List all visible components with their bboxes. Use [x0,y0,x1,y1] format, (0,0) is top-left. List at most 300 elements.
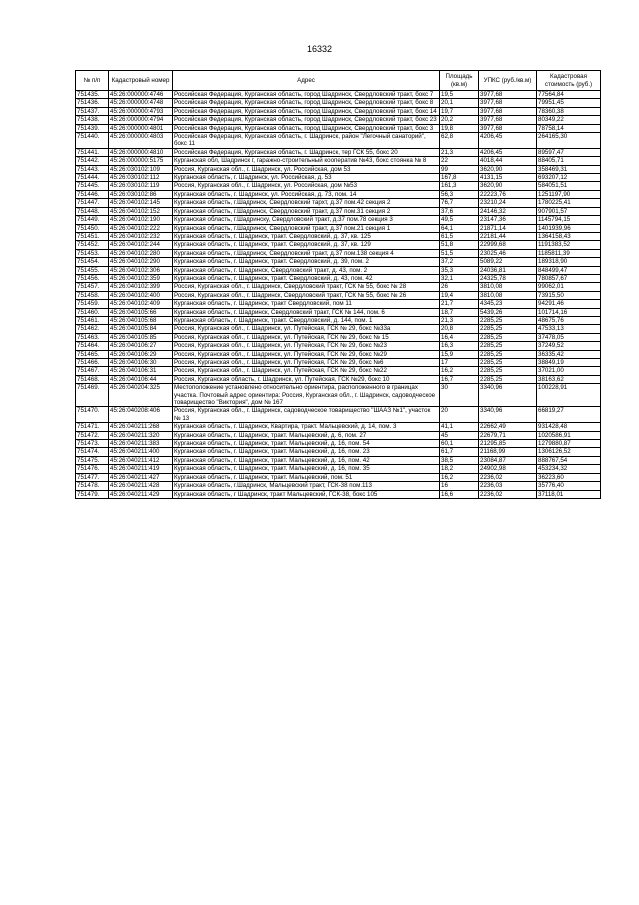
table-row [76,216,601,224]
cell-upks: 22181,44 [479,232,537,240]
cell-upks: 2285,25 [479,316,537,324]
cell-cost: 101714,16 [537,308,601,316]
cell-address: Курганская область, г.Шадринск, Свердловский тархт, д.37 пом.42 секция 2 [173,199,440,207]
cell-area: 37,6 [440,207,479,215]
cell-upks: 5439,26 [479,308,537,316]
cell-address: Россия, Курганская обл., г. Шадринск, ул. Путейская, ГСК № 29, бокс №29 [173,350,440,358]
table-row [76,283,601,291]
cell-cadastral: 45:26:040211:400 [109,448,173,456]
cell-num: 751447. [76,199,109,207]
cell-cost: 1251197,90 [537,190,601,198]
cell-upks: 3977,68 [479,99,537,107]
cell-upks: 3977,68 [479,116,537,124]
header-upks: УПКС (руб./кв.м) [479,71,537,91]
cell-num: 751463. [76,333,109,341]
cell-num: 751450. [76,224,109,232]
cell-cadastral: 45:26:000000:4746 [109,91,173,99]
cell-area: 76,7 [440,199,479,207]
cell-cost: 1145794,15 [537,216,601,224]
cell-area: 17 [440,359,479,367]
cell-area: 21,7 [440,300,479,308]
cell-num: 751464. [76,342,109,350]
cell-upks: 2285,25 [479,367,537,375]
cell-upks: 3977,68 [479,91,537,99]
cell-cadastral: 45:26:000000:4803 [109,133,173,149]
cell-num: 751456. [76,274,109,282]
cell-cost: 1020586,91 [537,431,601,439]
cell-num: 751458. [76,291,109,299]
cell-address: Курганская область, г.Шадринску, Свердловский тракт, д.37 пом.78 секция 3 [173,216,440,224]
cell-upks: 22999,68 [479,241,537,249]
cell-address: Россия, Курганская область, г. Шадринск, ул. Путейская, ГСК №29, бокс 10 [173,375,440,383]
cell-num: 751468. [76,375,109,383]
cell-num: 751454. [76,258,109,266]
cell-cost: 94291,46 [537,300,601,308]
cell-area: 21,3 [440,148,479,156]
cell-address: Россия, Курганская обл., г. Шадринск, ул. Путейская, ГСК № 29, бокс №22 [173,367,440,375]
cell-area: 18,2 [440,465,479,473]
cell-upks: 5089,22 [479,258,537,266]
cell-cost: 1185811,39 [537,249,601,257]
cell-num: 751471. [76,423,109,431]
cell-upks: 4206,45 [479,148,537,156]
cell-upks: 2285,25 [479,359,537,367]
cell-area: 20,2 [440,116,479,124]
cell-address: Курганская область, г. Шадринск, тракт. Свердловский, д. 37, кв. 125 [173,232,440,240]
cell-num: 751465. [76,350,109,358]
cell-cost: 35776,40 [537,482,601,490]
cell-num: 751439. [76,124,109,132]
cell-address: Курганская область, г. Шадринск, тракт. Мальцевский, д. 16, пом. 42 [173,456,440,464]
table-row [76,207,601,215]
cell-area: 167,8 [440,174,479,182]
cell-address: Курганская область, г. Шадринск, тракт. Мальцевский, д. 6, пом. 27 [173,431,440,439]
cell-cadastral: 45:26:040102:232 [109,232,173,240]
cell-cost: 931428,48 [537,423,601,431]
table-row [76,291,601,299]
cell-cadastral: 45:26:040102:359 [109,274,173,282]
cell-area: 19,8 [440,124,479,132]
cell-num: 751477. [76,473,109,481]
cell-cadastral: 45:26:040105:84 [109,325,173,333]
cell-area: 16,4 [440,333,479,341]
cell-area: 51,5 [440,249,479,257]
cell-upks: 4345,23 [479,300,537,308]
cell-cost: 693207,12 [537,174,601,182]
cell-cadastral: 45:26:040102:152 [109,207,173,215]
cell-num: 751449. [76,216,109,224]
cell-address: Курганская область, г. Шадринск, ул. Российская, д. 73, пом. 14 [173,190,440,198]
cell-upks: 2285,25 [479,325,537,333]
cell-cadastral: 45:26:040211:428 [109,482,173,490]
cell-num: 751442. [76,157,109,165]
cell-address: Курганская область, г.Шадринск, Мальцевский тракт, ГСК-38 пом.113 [173,482,440,490]
header-cost: Кадастровая стоимость (руб.) [537,71,601,91]
table-row [76,249,601,257]
cell-area: 19,5 [440,91,479,99]
table-row [76,316,601,324]
cell-upks: 3340,96 [479,407,537,423]
cell-cadastral: 45:26:000000:4793 [109,107,173,115]
header-cadastral: Кадастровый номер [109,71,173,91]
cell-upks: 2285,25 [479,333,537,341]
cell-area: 161,3 [440,182,479,190]
table-row [76,308,601,316]
cell-cost: 780857,67 [537,274,601,282]
cell-num: 751446. [76,190,109,198]
cell-num: 751462. [76,325,109,333]
cell-area: 37,2 [440,258,479,266]
table-row [76,148,601,156]
table-row [76,431,601,439]
cell-area: 61,7 [440,448,479,456]
table-row [76,99,601,107]
cell-upks: 2285,25 [479,342,537,350]
cell-num: 751478. [76,482,109,490]
cell-cadastral: 45:26:040211:419 [109,465,173,473]
cell-area: 16,3 [440,342,479,350]
header-area: Площадь (кв.м) [440,71,479,91]
cell-cost: 80349,22 [537,116,601,124]
cell-upks: 4131,15 [479,174,537,182]
table-row [76,440,601,448]
cell-area: 20 [440,407,479,423]
cell-upks: 24902,98 [479,465,537,473]
cell-cost: 89597,47 [537,148,601,156]
table-row [76,490,601,498]
cell-num: 751457. [76,283,109,291]
cell-num: 751470. [76,407,109,423]
table-row [76,266,601,274]
cell-area: 30 [440,384,479,407]
cell-area: 21,3 [440,316,479,324]
cell-cadastral: 45:26:000000:5175 [109,157,173,165]
cell-cost: 73915,50 [537,291,601,299]
cell-cost: 888767,54 [537,456,601,464]
cell-upks: 23210,24 [479,199,537,207]
cell-address: Курганская область, г. Шадринск, Квартира, тракт. Мальцевский, д. 14, пом. 3 [173,423,440,431]
cell-cadastral: 45:26:040102:409 [109,300,173,308]
cell-cost: 189318,90 [537,258,601,266]
cell-num: 751466. [76,359,109,367]
table-row [76,473,601,481]
cell-area: 26 [440,283,479,291]
cell-cadastral: 45:26:030102:119 [109,182,173,190]
cell-num: 751459. [76,300,109,308]
table-row [76,241,601,249]
cell-area: 45 [440,431,479,439]
cell-address: Российская Федерация, Курганская область, город Шадринск, Свердловский тракт, бокс 23 [173,116,440,124]
cell-cost: 38849,19 [537,359,601,367]
cell-upks: 2236,02 [479,490,537,498]
cell-area: 18,7 [440,308,479,316]
cell-cadastral: 45:26:040105:85 [109,333,173,341]
cell-num: 751443. [76,165,109,173]
cell-cadastral: 45:26:040208:406 [109,407,173,423]
cell-upks: 4206,45 [479,133,537,149]
cell-address: Курганская область, г. Шадринск, Свердловский тракт, д. 43, пом. 2 [173,266,440,274]
cell-num: 751474. [76,448,109,456]
cell-cadastral: 45:26:030102:112 [109,174,173,182]
cell-cost: 1401939,96 [537,224,601,232]
cell-address: Россия, Курганская обл., г. Шадринск, ул. Путейская, ГСК № 29, бокс №23 [173,342,440,350]
header-num: № п/п [76,71,109,91]
table-row [76,116,601,124]
cell-address: Российская Федерация, Курганская область, г. Шадринск, тер ГСК 55, бокс 20 [173,148,440,156]
cell-num: 751479. [76,490,109,498]
cell-num: 751451. [76,232,109,240]
table-row [76,359,601,367]
cell-upks: 3977,68 [479,124,537,132]
cell-cost: 37118,01 [537,490,601,498]
table-row [76,165,601,173]
cell-area: 64,1 [440,224,479,232]
cell-area: 60,1 [440,440,479,448]
cell-address: Местоположение установлено относительно ориентира, расположенного в границах участка. Почтовый адрес ориентира: Россия, Курганская обл., г. Шадринск, садоводческое товарищество "Виктория", дом № 167 [173,384,440,407]
cell-cost: 37249,52 [537,342,601,350]
cell-cadastral: 45:26:040211:412 [109,456,173,464]
cell-num: 751475. [76,456,109,464]
table-row [76,448,601,456]
cell-area: 16,6 [440,490,479,498]
cell-cadastral: 45:26:040102:399 [109,283,173,291]
cell-address: Курганская область, г. Шадринск, тракт. Мальцевский, д. 16, пом. 54 [173,440,440,448]
cadastral-value-table [75,70,601,499]
cell-address: Российская Федерация, Курганская область, город Шадринск, Свердловский тракт, бокс 7 [173,91,440,99]
cell-num: 751453. [76,249,109,257]
cell-num: 751444. [76,174,109,182]
cell-cost: 584051,51 [537,182,601,190]
cell-area: 19,7 [440,107,479,115]
table-row [76,325,601,333]
table-row [76,133,601,149]
cell-num: 751437. [76,107,109,115]
cell-cadastral: 45:26:040106:30 [109,359,173,367]
cell-cadastral: 45:26:040211:268 [109,423,173,431]
table-row [76,350,601,358]
cell-num: 751467. [76,367,109,375]
cell-address: Курганская область, г. Шадринск, ул. Российская, д. 53 [173,174,440,182]
cell-area: 15,9 [440,350,479,358]
cell-cadastral: 45:26:040105:66 [109,308,173,316]
table-row [76,91,601,99]
cell-cadastral: 45:26:040102:290 [109,258,173,266]
cell-num: 751448. [76,207,109,215]
cell-cadastral: 45:26:000000:4801 [109,124,173,132]
table-row [76,367,601,375]
cell-cadastral: 45:26:040102:400 [109,291,173,299]
cell-cost: 100228,91 [537,384,601,407]
cell-address: Курганская область, г.Шадринск, Свердловский тракт, д.37 пом.138 секция 4 [173,249,440,257]
cell-address: Россия, Курганская обл., г. Шадринск, ул. Российская, дом 53 [173,165,440,173]
cell-area: 16 [440,482,479,490]
table-row [76,300,601,308]
cell-upks: 24036,81 [479,266,537,274]
cell-address: Россия, Курганская обл., г. Шадринск, Свердловский тракт, ГСК № 55, бокс № 28 [173,283,440,291]
cell-area: 32,1 [440,274,479,282]
cell-address: Курганская область, г. Шадринск, тракт. Свердловский, д. 39, пом. 2 [173,258,440,266]
table-row [76,258,601,266]
cell-cadastral: 45:26:040102:280 [109,249,173,257]
cell-cadastral: 45:26:000000:4810 [109,148,173,156]
cell-cost: 358469,31 [537,165,601,173]
cell-cost: 907901,57 [537,207,601,215]
cell-area: 41,1 [440,423,479,431]
cell-upks: 4018,44 [479,157,537,165]
cell-cost: 79951,45 [537,99,601,107]
cell-upks: 22223,76 [479,190,537,198]
cell-address: Россия, Курганская обл., г. Шадринск, ул. Путейская, ГСК № 29, бокс №6 [173,359,440,367]
cell-address: Курганская область, г.Шадринск, Свердловский тракт, д.37 пом.21 секция 1 [173,224,440,232]
cell-address: Курганская область, г. Шадринск, тракт. Свердловский, д. 43, пом. 42 [173,274,440,282]
cell-upks: 3810,08 [479,291,537,299]
cell-upks: 22679,71 [479,431,537,439]
cell-num: 751441. [76,148,109,156]
cell-address: Курганская область, г. Шадринск, тракт. Свердловский, д. 144, пом. 1 [173,316,440,324]
cell-upks: 21871,14 [479,224,537,232]
cell-area: 49,5 [440,216,479,224]
table-row [76,174,601,182]
cell-address: Курганская обл, Шадринск г, гаражно-строительный кооператив №43, бокс стоянка № 8 [173,157,440,165]
cell-cost: 36223,60 [537,473,601,481]
table-row [76,375,601,383]
cell-num: 751436. [76,99,109,107]
cell-cadastral: 45:26:040211:429 [109,490,173,498]
cell-address: Российская Федерация, Курганская область, город Шадринск, Свердловский тракт, бокс 8 [173,99,440,107]
cell-cadastral: 45:26:040102:306 [109,266,173,274]
table-row [76,407,601,423]
cell-cadastral: 45:26:040102:244 [109,241,173,249]
cell-cost: 48675,76 [537,316,601,324]
cell-cadastral: 45:26:030102:86 [109,190,173,198]
cell-cost: 1364158,43 [537,232,601,240]
cell-address: Курганская область, г. Шадринск, тракт Свердловский, пом 11 [173,300,440,308]
cell-cost: 88405,71 [537,157,601,165]
cell-num: 751435. [76,91,109,99]
cell-cadastral: 45:26:040106:27 [109,342,173,350]
cell-num: 751472. [76,431,109,439]
cell-area: 16,2 [440,473,479,481]
table-row [76,482,601,490]
cell-cost: 47533,13 [537,325,601,333]
cell-upks: 2285,25 [479,350,537,358]
table-row [76,107,601,115]
cell-area: 16,2 [440,367,479,375]
header-address: Адрес [173,71,440,91]
cell-address: Россия, Курганская обл., г. Шадринск, ул. Путейская, ГСК № 29, бокс № 15 [173,333,440,341]
cell-cost: 38163,62 [537,375,601,383]
cell-area: 20,1 [440,99,479,107]
cell-num: 751461. [76,316,109,324]
cell-cost: 1306126,52 [537,448,601,456]
cell-area: 99 [440,165,479,173]
cell-num: 751473. [76,440,109,448]
cell-upks: 23025,46 [479,249,537,257]
cell-address: Курганская область, г. Шадринск, Свердловский тракт, ГСК № 144, пом. 6 [173,308,440,316]
cell-address: Курганская область, г. Шадринск, тракт. Мальцевский, д. 16, пом. 23 [173,448,440,456]
cell-cost: 264165,30 [537,133,601,149]
cell-upks: 21295,85 [479,440,537,448]
cell-upks: 24325,78 [479,274,537,282]
cell-area: 19,4 [440,291,479,299]
table-row [76,182,601,190]
cell-cadastral: 45:26:040102:145 [109,199,173,207]
cell-cadastral: 45:26:040106:31 [109,367,173,375]
cell-area: 16,7 [440,375,479,383]
table-row [76,224,601,232]
cell-cadastral: 45:26:040211:427 [109,473,173,481]
cell-cost: 66819,27 [537,407,601,423]
cell-area: 61,5 [440,232,479,240]
table-row [76,333,601,341]
cell-upks: 24146,32 [479,207,537,215]
cell-address: Курганская область, г. Шадринск, тракт. Мальцевский, пом. 51 [173,473,440,481]
cell-address: Курганская область, г Шадринск, тракт Мальцевский, ГСК-38, бокс 105 [173,490,440,498]
cell-area: 62,8 [440,133,479,149]
cell-cadastral: 45:26:040102:190 [109,216,173,224]
cell-cadastral: 45:26:040106:44 [109,375,173,383]
cell-area: 20,8 [440,325,479,333]
table-row [76,465,601,473]
cell-cadastral: 45:26:000000:4748 [109,99,173,107]
cell-upks: 22662,49 [479,423,537,431]
cell-cost: 77564,84 [537,91,601,99]
table-row [76,199,601,207]
cell-cost: 848499,47 [537,266,601,274]
cell-address: Россия, Курганская обл., г. Шадринск, садоводческое товарищество "ШААЗ №1", участок № 13 [173,407,440,423]
cell-upks: 21168,99 [479,448,537,456]
table-row [76,190,601,198]
table-row [76,274,601,282]
table-header-row [76,71,601,91]
cell-cost: 1191383,52 [537,241,601,249]
cell-area: 22 [440,157,479,165]
cell-cadastral: 45:26:040106:29 [109,350,173,358]
cell-num: 751452. [76,241,109,249]
cell-cadastral: 45:26:030102:109 [109,165,173,173]
cell-cost: 99062,01 [537,283,601,291]
cell-cost: 1279880,87 [537,440,601,448]
cell-cadastral: 45:26:040105:68 [109,316,173,324]
cell-cost: 37478,05 [537,333,601,341]
cell-num: 751455. [76,266,109,274]
cell-num: 751440. [76,133,109,149]
cell-cost: 78758,14 [537,124,601,132]
cell-area: 35,3 [440,266,479,274]
cell-upks: 3977,68 [479,107,537,115]
cell-area: 51,8 [440,241,479,249]
cell-area: 56,3 [440,190,479,198]
cell-address: Россия, Курганская обл., г. Шадринск, Свердловский тракт, ГСК № 55, бокс № 26 [173,291,440,299]
cell-cost: 78360,38 [537,107,601,115]
table-row [76,232,601,240]
cell-address: Курганская область, г. Шадринск, тракт. Мальцевский, д. 16, пом. 35 [173,465,440,473]
cell-cost: 1780225,41 [537,199,601,207]
cell-num: 751476. [76,465,109,473]
cell-address: Российская Федерация, Курганская область, г. Шадринск, район "Легочный санаторий", бокс 11 [173,133,440,149]
page-number: 16332 [306,44,333,54]
cell-address: Российская Федерация, Курганская область, город Шадринск, Свердловский тракт, бокс 3 [173,124,440,132]
cell-upks: 3620,90 [479,182,537,190]
cell-cost: 453234,32 [537,465,601,473]
cell-num: 751469. [76,384,109,407]
cell-cadastral: 45:26:040204:325 [109,384,173,407]
table-row [76,157,601,165]
cell-upks: 3810,08 [479,283,537,291]
cell-cost: 37021,00 [537,367,601,375]
cell-upks: 2236,03 [479,482,537,490]
cell-upks: 2236,02 [479,473,537,481]
